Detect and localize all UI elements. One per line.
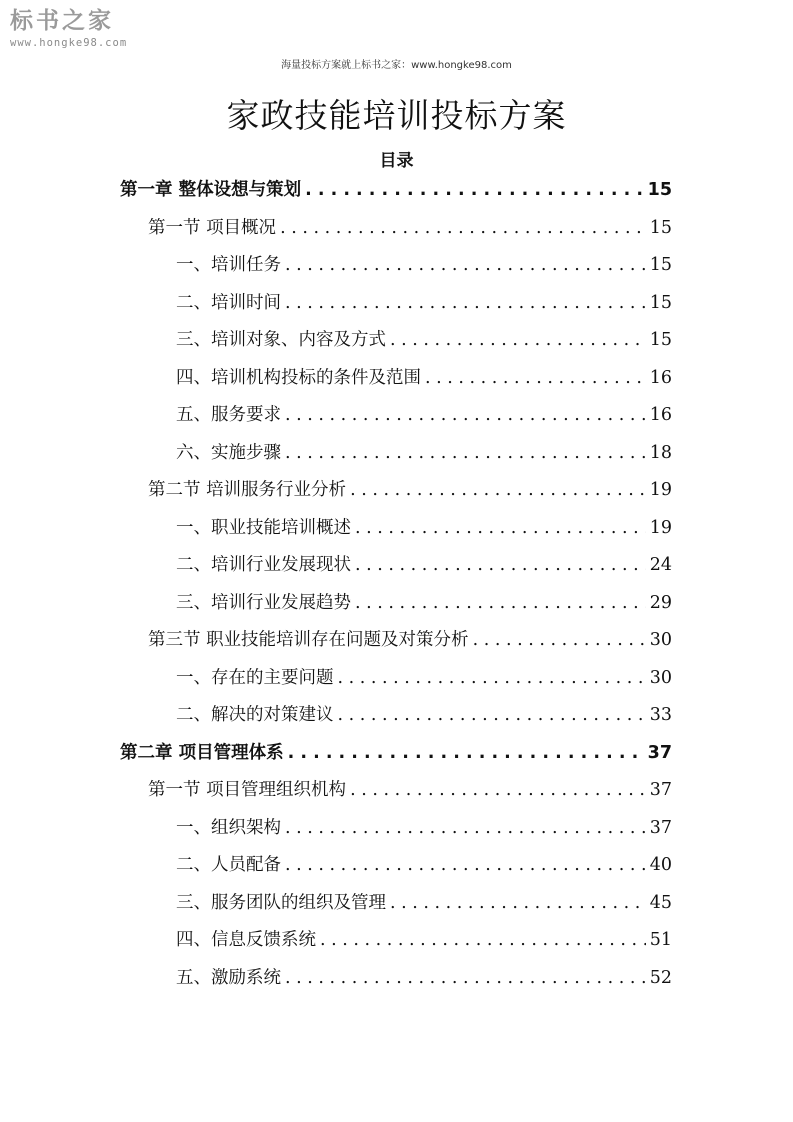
toc-entry-page-number: 24 <box>649 555 672 575</box>
toc-dot-leader <box>355 588 646 618</box>
header-banner: 海量投标方案就上标书之家：www.hongke98.com <box>281 60 512 71</box>
toc-entry[interactable] <box>176 663 672 693</box>
toc-dot-leader <box>285 813 646 843</box>
toc-dot-leader <box>285 250 646 280</box>
toc-entry-page-number: 15 <box>649 217 672 238</box>
toc-entry-label: 二、培训行业发展现状 <box>176 555 351 575</box>
toc-entry-page-number: 52 <box>649 967 672 988</box>
toc-entry-label: 一、存在的主要问题 <box>176 667 334 688</box>
toc-entry-page-number: 30 <box>649 630 672 650</box>
toc-dot-leader <box>350 475 646 505</box>
toc-entry-page-number: 15 <box>649 255 672 275</box>
toc-entry[interactable] <box>176 550 672 580</box>
document-title: 家政技能培训投标方案 <box>226 96 567 135</box>
watermark-title: 标书之家 <box>10 8 114 34</box>
toc-entry-page-number: 16 <box>649 367 672 388</box>
toc-dot-leader <box>355 513 646 543</box>
toc-entry-label: 六、实施步骤 <box>176 442 281 463</box>
toc-dot-leader <box>390 888 646 918</box>
toc-entry-label: 二、培训时间 <box>176 292 281 313</box>
toc-entry-page-number: 37 <box>647 742 672 763</box>
toc-dot-leader <box>355 550 646 580</box>
toc-dot-leader <box>285 288 646 318</box>
toc-entry-label: 一、组织架构 <box>176 817 281 838</box>
toc-entry-page-number: 19 <box>649 517 672 538</box>
toc-entry[interactable] <box>176 325 672 355</box>
toc-entry[interactable] <box>176 850 672 880</box>
toc-dot-leader <box>473 625 646 655</box>
toc-dot-leader <box>285 850 646 880</box>
toc-entry[interactable] <box>176 400 672 430</box>
toc-entry[interactable] <box>148 775 672 805</box>
toc-entry-label: 一、职业技能培训概述 <box>176 517 351 538</box>
toc-dot-leader <box>305 175 644 205</box>
toc-entry[interactable] <box>176 925 672 955</box>
toc-entry[interactable] <box>176 288 672 318</box>
toc-entry-label: 第一节 项目概况 <box>148 217 277 238</box>
toc-entry-page-number: 33 <box>649 705 672 725</box>
toc-dot-leader <box>280 213 646 243</box>
toc-entry[interactable] <box>120 738 672 768</box>
toc-dot-leader <box>285 400 646 430</box>
toc-entry-page-number: 30 <box>649 667 672 688</box>
toc-entry-label: 二、人员配备 <box>176 855 281 875</box>
toc-entry[interactable] <box>176 513 672 543</box>
toc-entry-label: 第一节 项目管理组织机构 <box>148 780 347 800</box>
toc-entry[interactable] <box>176 250 672 280</box>
toc-entry[interactable] <box>120 175 672 205</box>
watermark-url: www.hongke98.com <box>10 37 128 49</box>
toc-heading: 目录 <box>379 151 414 171</box>
toc-entry-page-number: 51 <box>649 930 672 950</box>
toc-entry-page-number: 29 <box>649 592 672 613</box>
toc-entry-label: 三、服务团队的组织及管理 <box>176 892 386 913</box>
toc-dot-leader <box>285 963 646 993</box>
toc-entry-label: 三、培训对象、内容及方式 <box>176 330 386 350</box>
toc-entry[interactable] <box>148 625 672 655</box>
toc-entry-page-number: 15 <box>647 180 672 200</box>
toc-entry-page-number: 45 <box>649 892 672 913</box>
toc-dot-leader <box>350 775 646 805</box>
toc-entry-page-number: 19 <box>649 480 672 500</box>
toc-entry-page-number: 40 <box>649 855 672 875</box>
toc-dot-leader <box>338 663 646 693</box>
toc-entry[interactable] <box>176 700 672 730</box>
toc-entry-label: 二、解决的对策建议 <box>176 705 334 725</box>
toc-dot-leader <box>285 438 646 468</box>
toc-entry[interactable] <box>148 213 672 243</box>
toc-entry-label: 四、培训机构投标的条件及范围 <box>176 367 421 388</box>
toc-entry-page-number: 18 <box>649 442 672 463</box>
toc-entry-label: 一、培训任务 <box>176 255 281 275</box>
toc-entry-page-number: 16 <box>649 405 672 425</box>
toc-entry[interactable] <box>176 363 672 393</box>
toc-entry-label: 五、激励系统 <box>176 967 281 988</box>
toc-entry-label: 第二章 项目管理体系 <box>120 742 284 763</box>
toc-entry[interactable] <box>176 813 672 843</box>
toc-dot-leader <box>320 925 646 955</box>
toc-entry-page-number: 37 <box>649 817 672 838</box>
toc-dot-leader <box>338 700 646 730</box>
toc-entry-page-number: 15 <box>649 292 672 313</box>
toc-entry-label: 第一章 整体设想与策划 <box>120 180 302 200</box>
toc-dot-leader <box>425 363 646 393</box>
toc-entry[interactable] <box>176 438 672 468</box>
toc-entry[interactable] <box>176 963 672 993</box>
toc-entry-label: 四、信息反馈系统 <box>176 930 316 950</box>
toc-entry[interactable] <box>176 588 672 618</box>
toc-entry-page-number: 15 <box>649 330 672 350</box>
toc-entry-label: 第三节 职业技能培训存在问题及对策分析 <box>148 630 469 650</box>
toc-entry-label: 五、服务要求 <box>176 405 281 425</box>
toc-entry-label: 三、培训行业发展趋势 <box>176 592 351 613</box>
toc-entry-page-number: 37 <box>649 780 672 800</box>
toc-dot-leader <box>390 325 646 355</box>
toc-entry[interactable] <box>148 475 672 505</box>
toc-entry[interactable] <box>176 888 672 918</box>
toc-entry-label: 第二节 培训服务行业分析 <box>148 480 347 500</box>
site-watermark-logo <box>10 6 160 50</box>
toc-dot-leader <box>288 738 644 768</box>
